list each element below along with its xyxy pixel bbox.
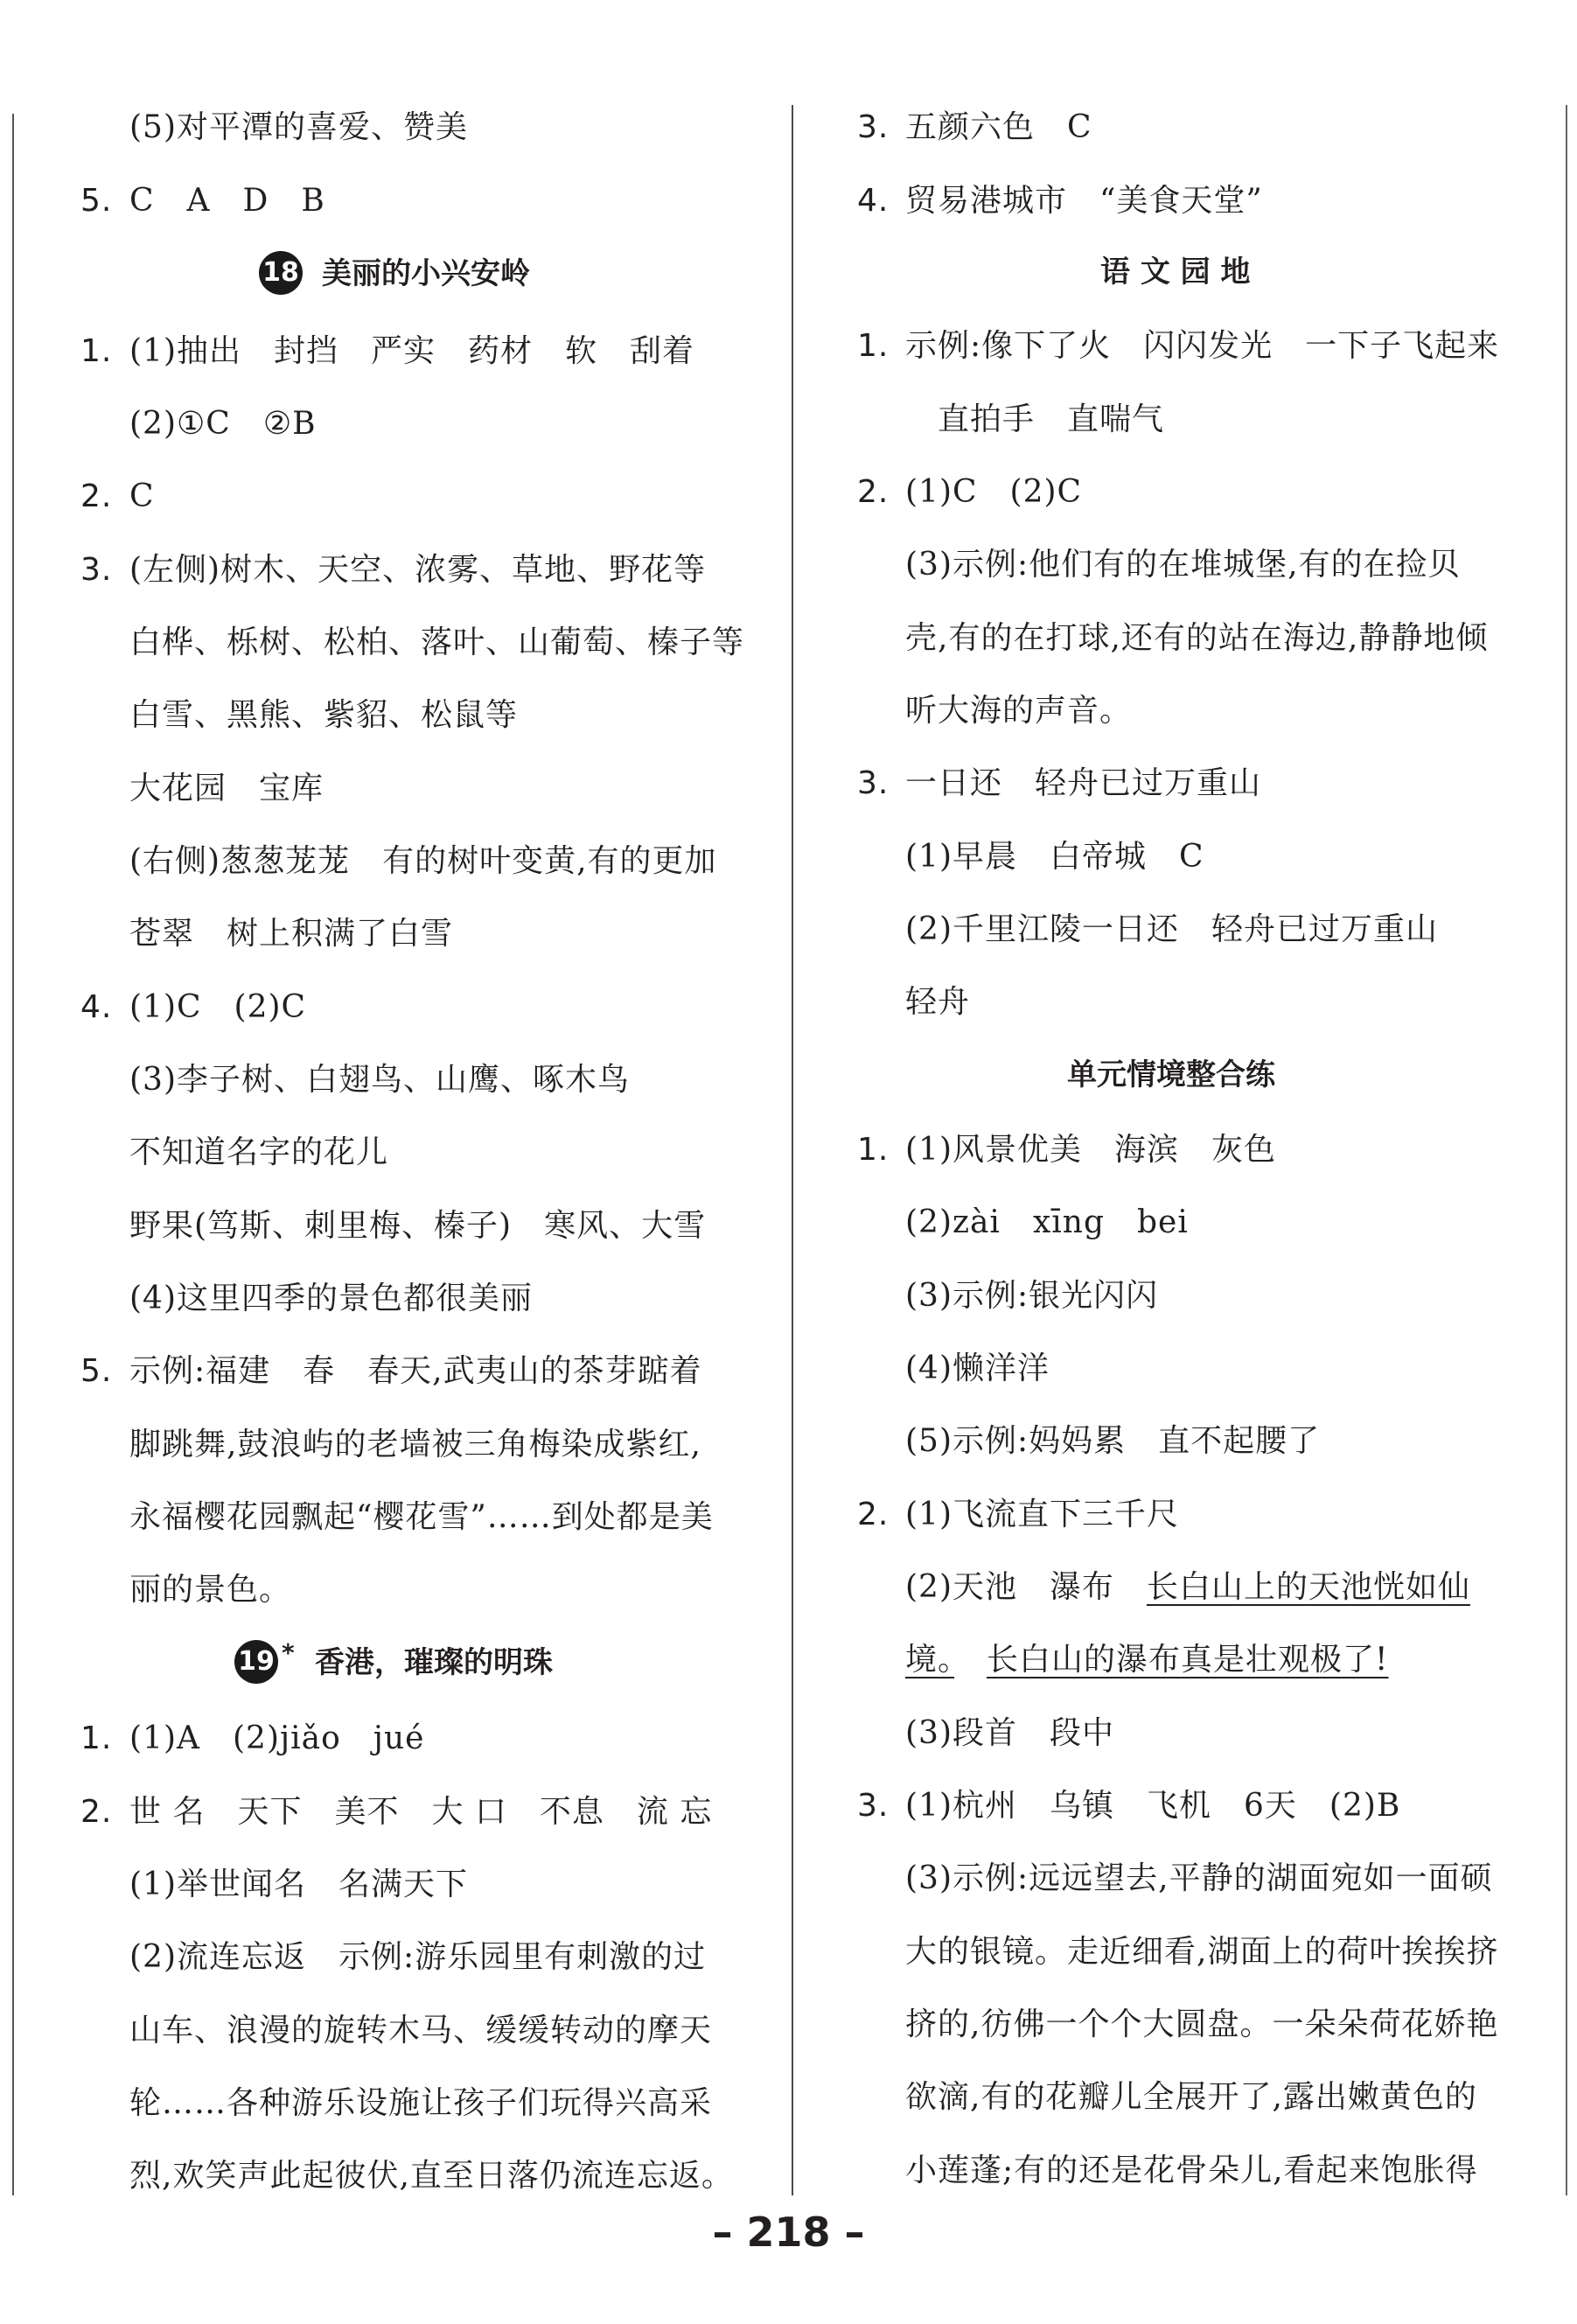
answer-line: 示例:福建 春 春天,武夷山的茶芽踮着 [129, 1353, 702, 1389]
page-number: – 218 – [712, 2209, 865, 2256]
answer-line: 山车、浪漫的旋转木马、缓缓转动的摩天 [129, 2013, 713, 2048]
answer-line: (3)李子树、白翅鸟、山鹰、啄木鸟 [129, 1062, 630, 1098]
answer-line: 世 名 天下 美不 大 口 不息 流 忘 [129, 1794, 713, 1830]
section-title-unit-practice: 单元情境整合练 [1067, 1057, 1275, 1092]
answer-line: 听大海的声音。 [905, 693, 1133, 729]
answer-line: (2)zài xīng bei [905, 1204, 1189, 1240]
question-number: 3. [857, 1788, 890, 1824]
answer-line: (2)①C ②B [129, 406, 317, 442]
answer-line: (1)飞流直下三千尺 [905, 1497, 1179, 1532]
answer-line: 壳,有的在打球,还有的站在海边,静静地倾 [905, 620, 1489, 656]
question-number: 3. [857, 765, 890, 801]
answer-text: (2)天池 瀑布 [905, 1569, 1147, 1605]
answer-line: (2)流连忘返 示例:游乐园里有刺激的过 [129, 1939, 707, 1975]
answer-line: 丽的景色。 [129, 1572, 292, 1608]
answer-line: C [129, 478, 155, 514]
answer-line [905, 1644, 1389, 1676]
answer-line: (1)C (2)C [905, 474, 1083, 510]
optional-lesson-star: * [282, 1638, 295, 1667]
answer-line: (4)这里四季的景色都很美丽 [129, 1281, 533, 1316]
answer-line: (3)示例:远远望去,平静的湖面宛如一面硕 [905, 1860, 1493, 1896]
answer-line: (3)段首 段中 [905, 1715, 1114, 1751]
answer-line: 直拍手 直喘气 [938, 401, 1165, 437]
answer-line: 烈,欢笑声此起彼伏,直至日落仍流连忘返。 [129, 2158, 734, 2194]
answer-line: (1)抽出 封挡 严实 药材 软 刮着 [129, 333, 694, 369]
question-number: 2. [80, 1794, 113, 1830]
answer-line: 欲滴,有的花瓣儿全展开了,露出嫩黄色的 [905, 2079, 1477, 2115]
answer-line: 一日还 轻舟已过万重山 [905, 765, 1262, 801]
answer-line: (3)示例:银光闪闪 [905, 1278, 1159, 1314]
column-divider [792, 105, 793, 2195]
answer-line: C A D B [129, 183, 325, 219]
page-edge-right [1566, 105, 1567, 2195]
answer-line: 不知道名字的花儿 [129, 1134, 389, 1170]
question-number: 3. [857, 109, 890, 145]
answer-line: 野果(笃斯、刺里梅、榛子) 寒风、大雪 [129, 1208, 707, 1244]
answer-line: (1)A (2)jiǎo jué [129, 1720, 425, 1756]
question-number: 1. [80, 333, 113, 369]
question-number: 1. [857, 1132, 890, 1168]
answer-line: 轻舟 [905, 984, 971, 1020]
answer-line: (4)懒洋洋 [905, 1350, 1050, 1386]
answer-line: 永福樱花园飘起“樱花雪”……到处都是美 [129, 1499, 714, 1535]
question-number: 2. [857, 474, 890, 510]
answer-line: 白雪、黑熊、紫貂、松鼠等 [129, 697, 519, 733]
question-number: 1. [80, 1720, 113, 1756]
answer-line: 贸易港城市 “美食天堂” [905, 183, 1263, 219]
question-number: 4. [857, 183, 890, 219]
lesson-number-badge: 18 [259, 251, 303, 295]
answer-line: (1)风景优美 海滨 灰色 [905, 1132, 1276, 1168]
answer-line: (2)千里江陵一日还 轻舟已过万重山 [905, 911, 1438, 947]
question-number: 3. [80, 552, 113, 588]
answer-line: 示例:像下了火 闪闪发光 一下子飞起来 [905, 328, 1500, 364]
answer-line: 白桦、栎树、松柏、落叶、山葡萄、榛子等 [129, 625, 745, 660]
question-number: 2. [857, 1497, 890, 1532]
answer-line: (5)对平潭的喜爱、赞美 [129, 109, 468, 145]
question-number: 1. [857, 328, 890, 364]
lesson-number-badge: 19 [234, 1640, 278, 1684]
page-edge-left [12, 114, 14, 2195]
answer-line: (1)杭州 乌镇 飞机 6天 (2)B [905, 1788, 1401, 1824]
answer-line: 挤的,彷佛一个个大圆盘。一朵朵荷花娇艳 [905, 2006, 1499, 2042]
answer-line: 大花园 宝库 [129, 771, 324, 806]
answer-line: (3)示例:他们有的在堆城堡,有的在捡贝 [905, 547, 1461, 583]
section-title-chinese-garden: 语 文 园 地 [1100, 255, 1251, 290]
question-number: 5. [80, 183, 113, 219]
answer-line: (5)示例:妈妈累 直不起腰了 [905, 1423, 1321, 1459]
answer-line: (左侧)树木、天空、浓雾、草地、野花等 [129, 552, 707, 588]
answer-line: 小莲蓬;有的还是花骨朵儿,看起来饱胀得 [905, 2153, 1478, 2188]
lesson-title: 香港，璀璨的明珠 [315, 1645, 553, 1680]
underlined-sentence: 境。 [905, 1642, 955, 1678]
answer-line: 轮……各种游乐设施让孩子们玩得兴高采 [129, 2085, 713, 2121]
answer-line: 脚跳舞,鼓浪屿的老墙被三角梅染成紫红, [129, 1427, 701, 1462]
question-number: 5. [80, 1353, 113, 1389]
lesson-title: 美丽的小兴安岭 [322, 256, 530, 291]
answer-line: (1)举世闻名 名满天下 [129, 1867, 468, 1902]
underlined-sentence: 长白山的瀑布真是壮观极了! [987, 1642, 1389, 1678]
question-number: 2. [80, 478, 113, 514]
answer-line: (右侧)葱葱茏茏 有的树叶变黄,有的更加 [129, 843, 717, 879]
answer-line [905, 1569, 1471, 1605]
answer-line: 大的银镜。走近细看,湖面上的荷叶挨挨挤 [905, 1934, 1499, 1970]
answer-line: (1)早晨 白帝城 C [905, 839, 1204, 875]
underlined-sentence: 长白山上的天池恍如仙 [1147, 1569, 1471, 1605]
answer-line: 五颜六色 C [905, 109, 1092, 145]
answer-line: (1)C (2)C [129, 989, 307, 1025]
question-number: 4. [80, 989, 113, 1025]
answer-line: 苍翠 树上积满了白雪 [129, 916, 454, 952]
